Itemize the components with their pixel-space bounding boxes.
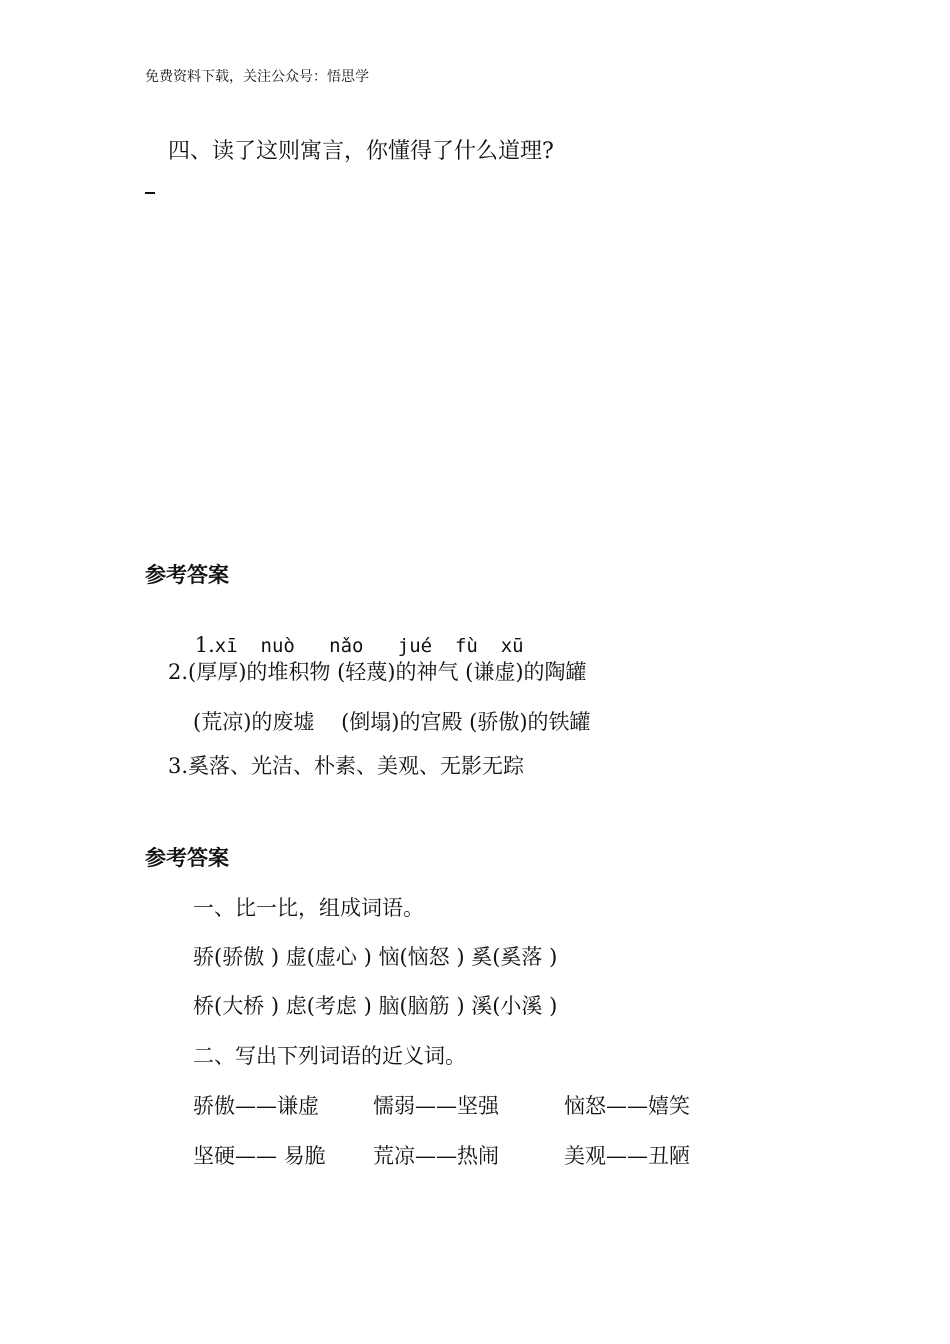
answer-line-3: (荒凉)的废墟 (倒塌)的宫殿 (骄傲)的铁罐 <box>193 710 591 734</box>
question-4: 四、读了这则寓言，你懂得了什么道理? <box>168 139 554 164</box>
synonym-pair: 骄傲——谦虚 <box>193 1094 319 1118</box>
answers-heading-1: 参考答案 <box>145 563 229 587</box>
text-cursor <box>145 192 155 194</box>
answer-line-4: 3.奚落、光洁、朴素、美观、无影无踪 <box>168 754 525 778</box>
synonym-pair: 恼怒——嬉笑 <box>564 1094 690 1118</box>
page-header: 免费资料下载，关注公众号：悟思学 <box>145 69 369 85</box>
synonym-pair: 荒凉——热闹 <box>373 1144 499 1168</box>
section-1-title: 一、比一比，组成词语。 <box>193 896 424 920</box>
section-2-title: 二、写出下列词语的近义词。 <box>193 1044 466 1068</box>
answer-1-pinyin: xī nuò nǎo jué fù xū <box>214 635 524 657</box>
answer-1-number: 1. <box>194 633 215 657</box>
synonym-pair: 美观——丑陋 <box>564 1144 690 1168</box>
answers-heading-2: 参考答案 <box>145 846 229 870</box>
compare-row-2: 桥(大桥 ) 虑(考虑 ) 脑(脑筋 ) 溪(小溪 ) <box>193 994 558 1018</box>
compare-row-1: 骄(骄傲 ) 虚(虚心 ) 恼(恼怒 ) 奚(奚落 ) <box>193 945 558 969</box>
synonym-pair: 坚硬—— 易脆 <box>193 1144 326 1168</box>
answer-line-2: 2.(厚厚)的堆积物 (轻蔑)的神气 (谦虚)的陶罐 <box>168 660 587 684</box>
synonym-pair: 懦弱——坚强 <box>373 1094 499 1118</box>
